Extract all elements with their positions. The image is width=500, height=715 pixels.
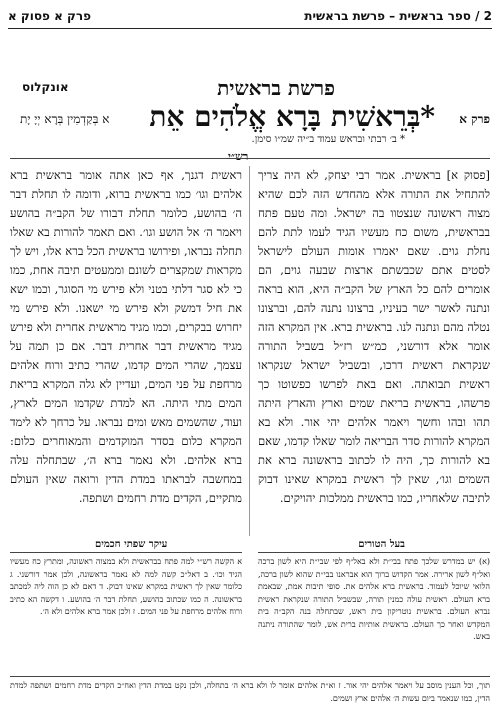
bottom-rule [10,676,490,677]
baal-haturim-text: (א) יש במדרש שלכך פתח בבי״ת ולא באל״ף לפי שבי״ת היא לשון ברכה ואל״ף לשון ארירה. אמר הקדוש ברוך הוא אבראנו בבי״ת שהוא לשון ברכה, הלואי שיוכל לעמוד. בראשית ברא אלהים את. סופי תיבות אמת, שבאמת ברא העולם. ראשית עולה כמנין תורה, שבשביל התורה שנקראת ראשית נברא העולם. בראשית נוטריקון בית ראש, שבתחלה בנה הקב״ה בית המקדש ואחר כך העולם. בראשית אותיות ברית אש, לומר שהתורה ניתנה באש. [258,557,490,641]
onkelos-label: אונקלוס [22,80,69,94]
baal-haturim-heading: בעל הטורים [358,539,405,550]
rashi-rule [10,158,490,159]
verse-text: *בְּרֵאשִׁית בָּרָא אֱלֹהִים אֵת [149,100,435,133]
siftei-chachamim-heading: עיקר שפתי חכמים [95,539,168,550]
siftei-chachamim-text: א הקשה רש״י למה פתח בבראשית ולא במצוה ראשונה, ומתרץ כח מעשיו הגיד וכו׳. ב דאל״כ קשה למה לא נאמר בראשונה, ולכן אמר דורשני. ג כלומר שאין לך ראשית במקרא שאינו דבוק. ד דאם לא כן הוה ליה למכתב בראשונה. ה כמו שכתוב בהושע, תחלת דבר ה׳ בהושע. ו דקשה הא כתיב ורוח אלהים מרחפת על פני המים. ז ולכן אמר ברא אלהים ולא ה׳. [10,557,242,616]
rashi-label: רש״י [228,150,249,163]
column-separator [249,166,250,536]
header-right: 2 / ספר בראשית – פרשת בראשית [304,9,492,23]
onkelos-text: א בְּקַדְמִין בְּרָא יְיָ יָת [20,112,110,126]
running-header [8,6,492,26]
header-rule [8,28,492,29]
rashi-column-left: ראשית דגנך, אף כאן אתה אומר בראשית ברא אלהים וגו׳ כמו בראשית ברוא, ודומה לו תחלת דבר ה׳ בהושע, כלומר תחלת דבורו של הקב״ה בהושע ויאמר ה׳ אל הושע וגו׳. ואם תאמר להורות בא שאלו תחלה נבראו, ופירושו בראשית הכל ברא אלו, ויש לך מקראות שמקצרים לשונם וממעטים תיבה אחת, כמו כי לא סגר דלתי בטני ולא פירש מי הסוגר, וכמו ישא את חיל דמשק ולא פירש מי ישאנו. ולא פירש מי יחרוש בבקרים, וכמו מגיד מראשית אחרית ולא פירש מגיד מראשית דבר אחרית דבר. אם כן תמה על עצמך, שהרי המים קדמו, שהרי כתיב ורוח אלהים מרחפת על פני המים, ועדיין לא גלה המקרא בריאת המים מתי היתה. הא למדת שקדמו המים לארץ, ועוד, שהשמים מאש ומים נבראו. על כרחך לא לימד המקרא כלום בסדר המוקדמים והמאוחרים כלום: ברא אלהים. ולא נאמר ברא ה׳, שבתחלה עלה במחשבה לבראתו במדת הדין ורואה שאין העולם מתקיים, הקדים מדת רחמים ושתפה. [10,168,242,505]
verse-chapter-label: פרק א [459,112,490,126]
bottom-footnote-text: תוך, וכל הענין מוסב על ויאמר אלהים יהי אור. ז וא״ת אלהים אומר לו ולא ברא ה׳ בתחלה, ולכן נקט במדת הדין ואח״כ הקדים מדת רחמים ושתפה למדת הדין, כמו שנאמר ביום עשות ה׳ אלהים ארץ ושמים. [10,681,490,703]
parasha-title: פרשת בראשית [217,76,335,100]
siftei-chachamim-rule [10,552,242,553]
header-left: פרק א פסוק א [8,9,91,23]
masorah-note: * ב׳ רבתי ובראש עמוד ב״יה שמ״ו סימן. [251,134,405,145]
rashi-column-right: [פסוק א] בראשית. אמר רבי יצחק, לא היה צריך להתחיל את התורה אלא מהחדש הזה לכם שהיא מצוה ראשונה שנצטוו בה ישראל. ומה טעם פתח בבראשית, משום כח מעשיו הגיד לעמו לתת להם נחלת גוים. שאם יאמרו אומות העולם לישראל לסטים אתם שכבשתם ארצות שבעה גוים, הם אומרים להם כל הארץ של הקב״ה היא, הוא בראה ונתנה לאשר ישר בעיניו, ברצונו נתנה להם, וברצונו נטלה מהם ונתנה לנו. בראשית ברא. אין המקרא הזה אומר אלא דורשני, כמ״ש רז״ל בשביל התורה שנקראת ראשית דרכו, ובשביל ישראל שנקראו ראשית תבואתה. ואם באת לפרשו כפשוטו כך פרשהו, בראשית בריאת שמים וארץ והארץ היתה תהו ובהו וחשך ויאמר אלהים יהי אור. ולא בא המקרא להורות סדר הבריאה לומר שאלו קדמו, שאם בא להורות כך, היה לו לכתוב בראשונה ברא את השמים וגו׳, שאין לך ראשית במקרא שאינו דבוק לתיבה שלאחריו, כמו בראשית ממלכות יהויקים. [258,168,490,505]
baal-haturim-rule [258,552,490,553]
